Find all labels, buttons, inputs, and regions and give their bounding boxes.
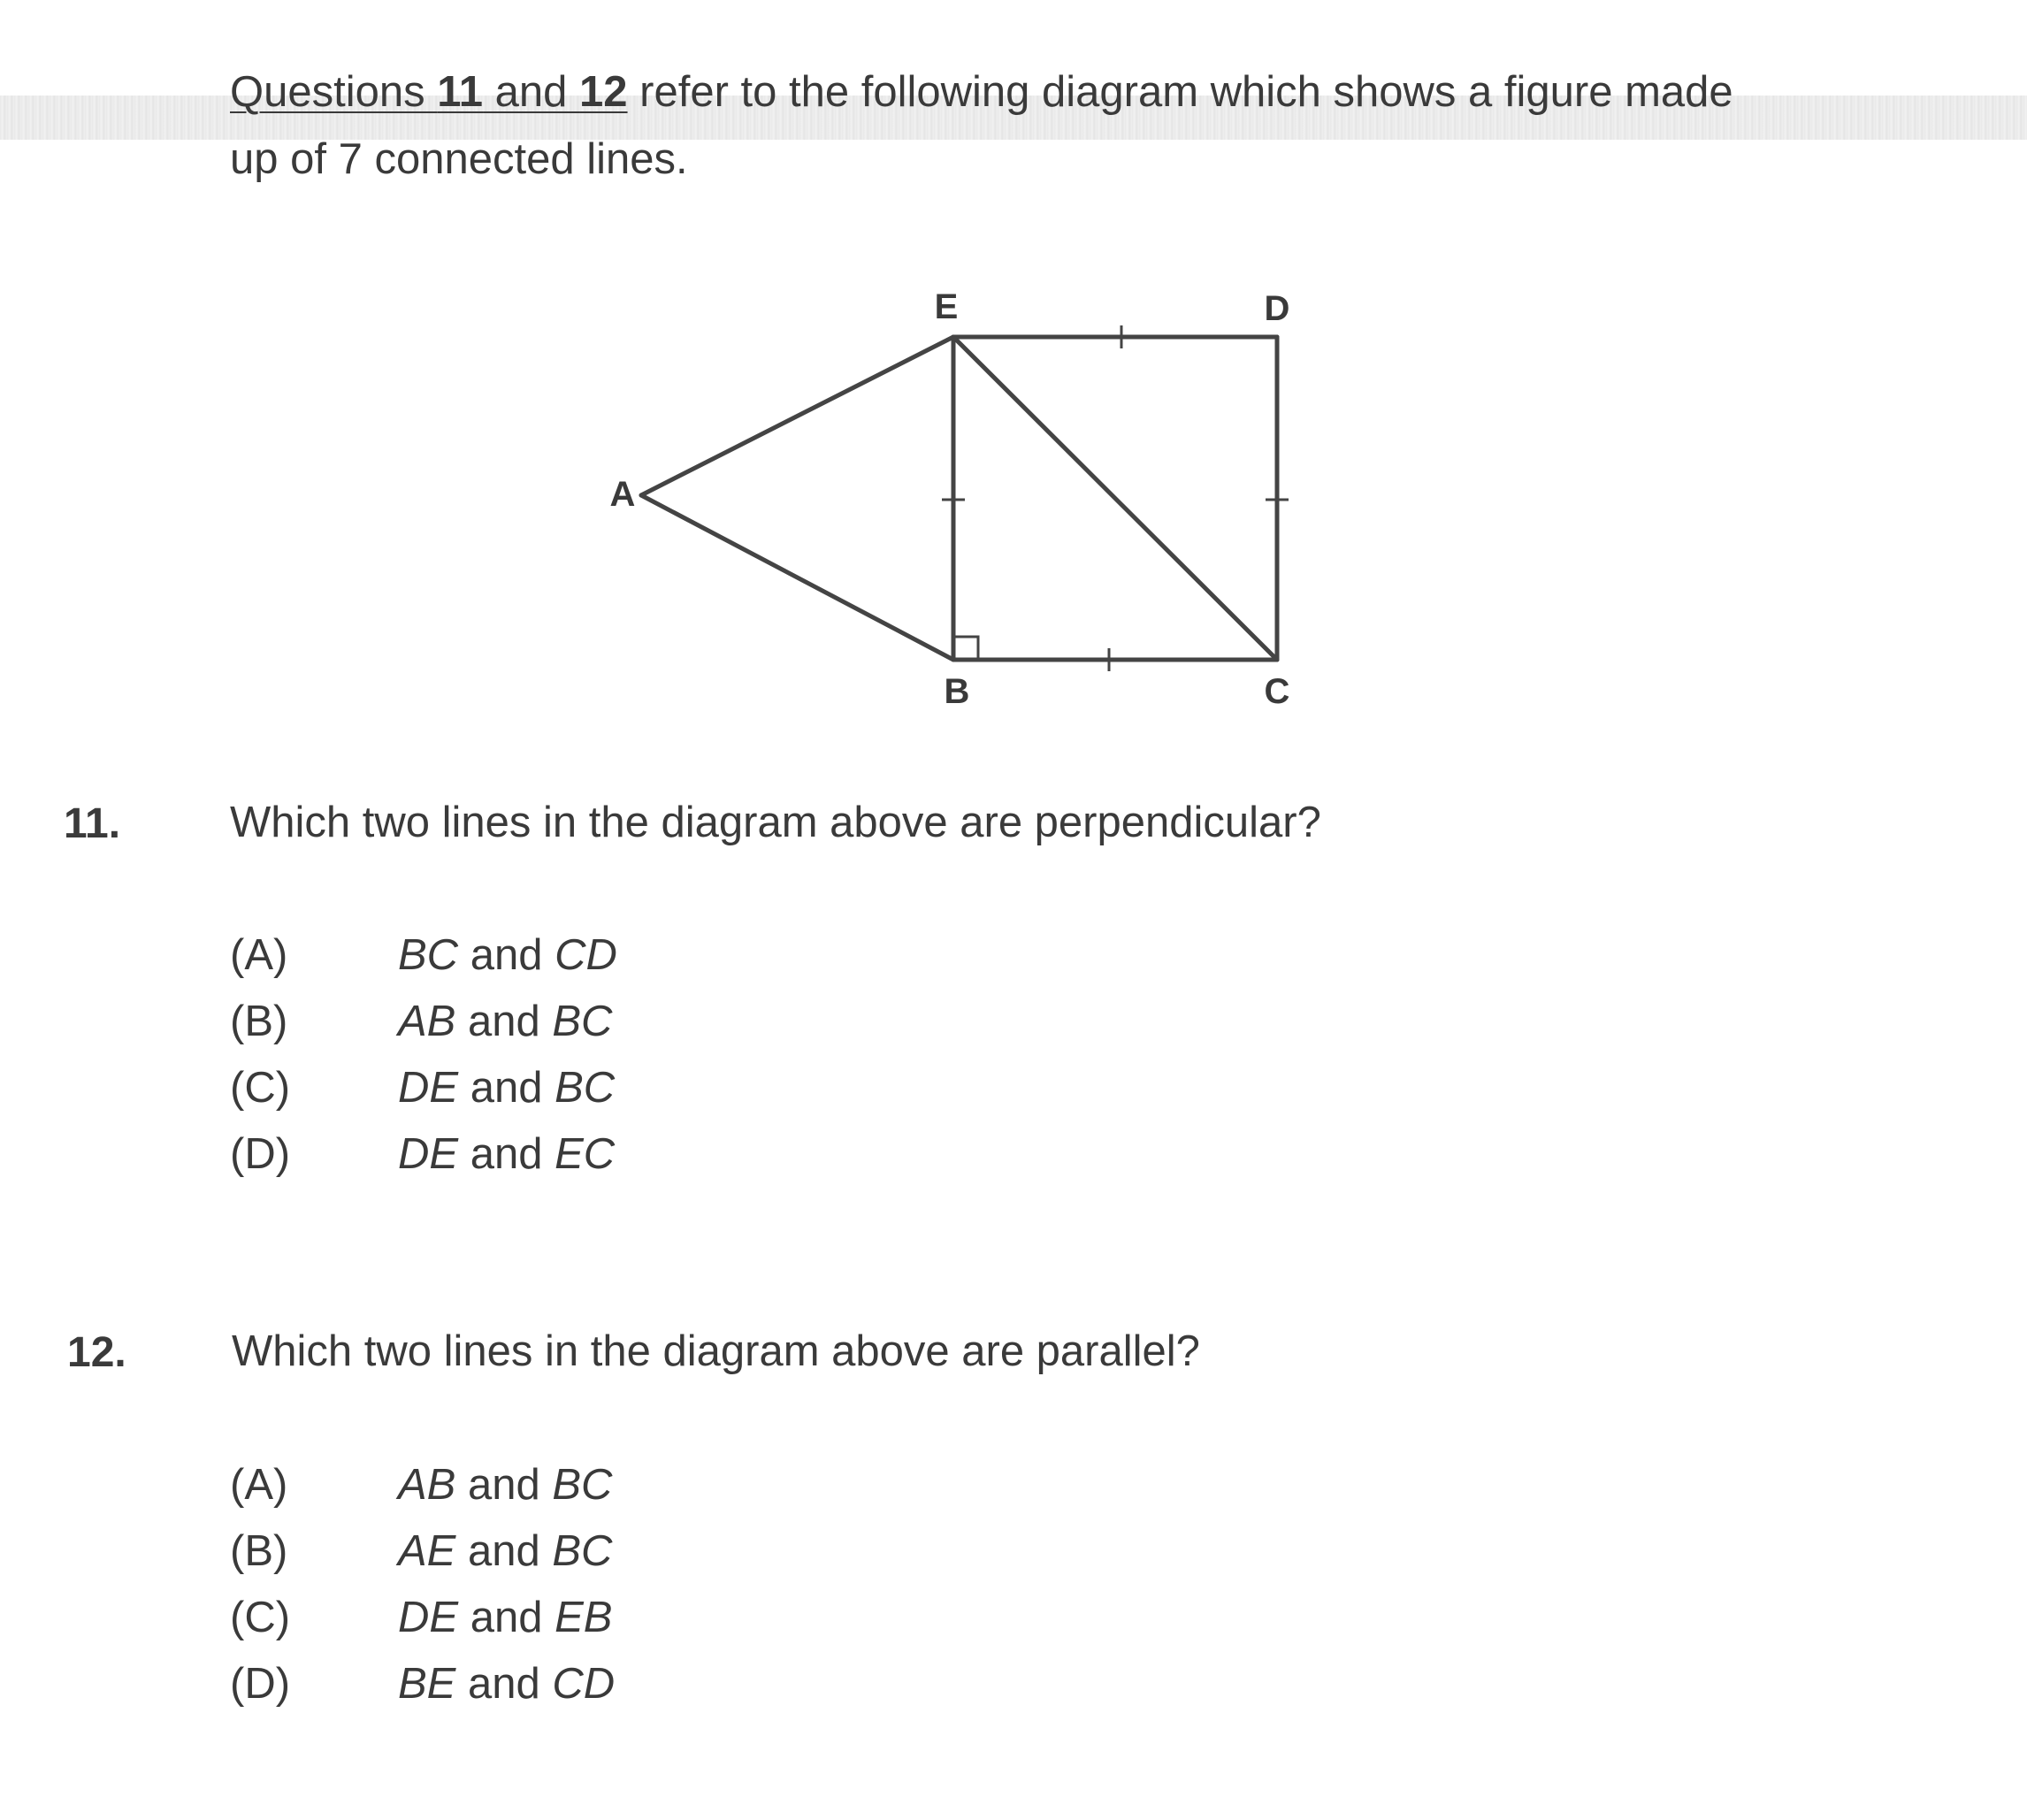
option-text <box>398 931 617 979</box>
option-text <box>398 1596 612 1640</box>
option-line-2: BC <box>552 1461 613 1509</box>
intro-mid: and <box>483 68 580 116</box>
question-number: 11. <box>64 800 121 847</box>
option-line-1: DE <box>398 1594 459 1641</box>
option-letter: (A) <box>230 1461 288 1509</box>
option-letter: (B) <box>230 998 288 1045</box>
option-line-2: BC <box>552 1527 613 1575</box>
option-text <box>398 1527 613 1575</box>
option-conjunction: and <box>458 1064 555 1112</box>
intro-line-1 <box>230 68 1733 116</box>
option-conjunction: and <box>458 1594 555 1641</box>
option-conjunction: and <box>458 931 555 979</box>
option-conjunction: and <box>455 1660 553 1708</box>
option-line-1: AE <box>398 1527 456 1575</box>
option-letter: (B) <box>230 1527 288 1575</box>
question-text: Which two lines in the diagram above are parallel? <box>232 1327 1200 1375</box>
intro-question-number-12: 12 <box>579 68 628 116</box>
option-conjunction: and <box>455 1527 553 1575</box>
option-letter: (A) <box>230 931 288 979</box>
option-text <box>398 1064 616 1112</box>
option-conjunction: and <box>455 1461 553 1509</box>
option-line-1: DE <box>398 1064 459 1112</box>
option-text <box>398 1130 616 1178</box>
option-line-2: BC <box>552 998 613 1045</box>
option-line-1: AB <box>398 998 456 1045</box>
intro-underlined <box>230 68 628 116</box>
right-angle-mark <box>955 637 978 658</box>
option-line-1: BC <box>398 931 459 979</box>
intro-question-number-11: 11 <box>437 68 484 116</box>
vertex-label-b: B <box>944 672 970 711</box>
option-line-1: DE <box>398 1130 459 1178</box>
intro-prefix: Questions <box>230 68 438 116</box>
intro-rest: refer to the following diagram which shows a figure made <box>627 68 1733 116</box>
option-letter: (C) <box>230 1594 291 1641</box>
question-text: Which two lines in the diagram above are perpendicular? <box>230 799 1321 846</box>
option-letter: (C) <box>230 1064 291 1112</box>
segment-ae <box>641 337 953 495</box>
segment-ab <box>641 495 953 660</box>
option-text <box>398 1000 612 1044</box>
option-line-2: CD <box>552 1660 616 1708</box>
option-conjunction: and <box>455 998 553 1045</box>
option-text <box>398 1461 613 1509</box>
option-line-1: BE <box>398 1660 456 1708</box>
option-conjunction: and <box>458 1130 555 1178</box>
vertex-label-e: E <box>934 287 959 326</box>
segment-ec <box>953 337 1277 660</box>
vertex-label-c: C <box>1264 672 1290 711</box>
vertex-label-a: A <box>609 475 636 514</box>
question-number: 12. <box>67 1329 126 1376</box>
option-line-2: CD <box>555 931 617 979</box>
vertex-label-d: D <box>1264 289 1290 328</box>
option-line-2: BC <box>555 1064 616 1112</box>
intro-line-2: up of 7 connected lines. <box>230 135 688 183</box>
option-line-1: AB <box>398 1461 456 1509</box>
option-line-2: EB <box>555 1594 613 1641</box>
option-letter: (D) <box>230 1660 291 1708</box>
option-text <box>398 1660 616 1708</box>
option-line-2: EC <box>555 1130 616 1178</box>
geometry-figure <box>584 274 1309 734</box>
option-letter: (D) <box>230 1130 291 1178</box>
